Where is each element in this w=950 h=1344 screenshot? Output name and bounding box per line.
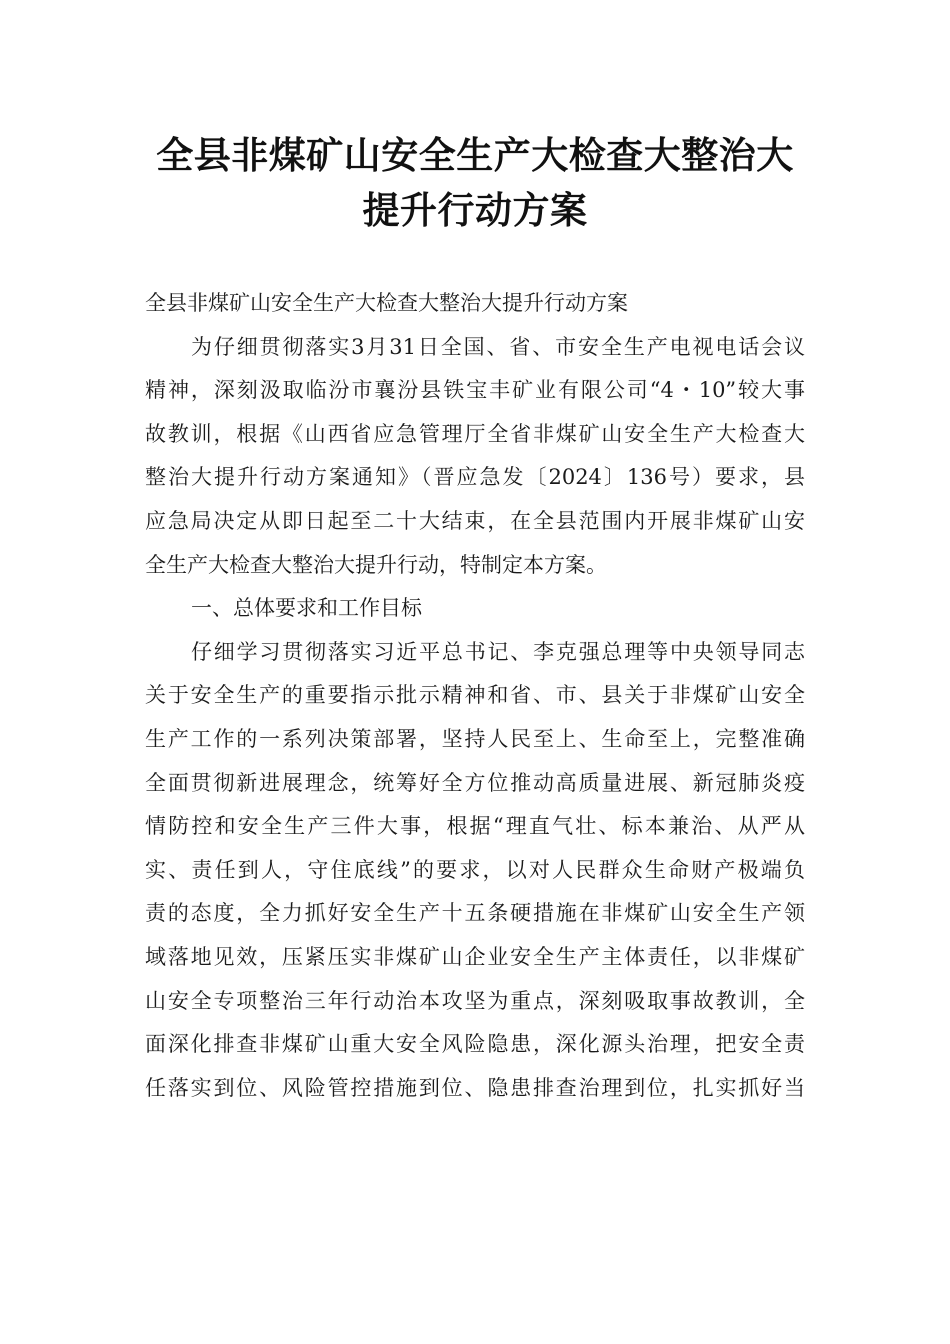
- subtitle-line: 全县非煤矿山安全生产大检查大整治大提升行动方案: [145, 291, 628, 315]
- title-line-1: 全县非煤矿山安全生产大检查大整治大: [156, 134, 794, 177]
- paragraph-2-line: 关于安全生产的重要指示批示精神和省、市、县关于非煤矿山安全: [145, 683, 805, 708]
- paragraph-2-line: 任落实到位、风险管控措施到位、隐患排查治理到位，扎实抓好当: [145, 1075, 805, 1100]
- paragraph-2-line: 域落地见效，压紧压实非煤矿山企业安全生产主体责任，以非煤矿: [145, 944, 805, 969]
- paragraph-2-line: 仔细学习贯彻落实习近平总书记、李克强总理等中央领导同志: [191, 639, 805, 664]
- paragraph-1-line: 整治大提升行动方案通知》（晋应急发〔2024〕136号）要求，县: [145, 465, 805, 490]
- paragraph-1-line: 精神，深刻汲取临汾市襄汾县铁宝丰矿业有限公司“4・10”较大事: [145, 378, 805, 403]
- paragraph-1-line: 应急局决定从即日起至二十大结束，在全县范围内开展非煤矿山安: [145, 508, 805, 533]
- paragraph-2-line: 实、责任到人，守住底线”的要求，以对人民群众生命财产极端负: [145, 857, 805, 882]
- paragraph-2-line: 面深化排查非煤矿山重大安全风险隐患，深化源头治理，把安全责: [145, 1032, 805, 1057]
- paragraph-2-line: 山安全专项整治三年行动治本攻坚为重点，深刻吸取事故教训，全: [145, 988, 805, 1013]
- section-heading: 一、总体要求和工作目标: [191, 596, 422, 621]
- document-body: [145, 282, 805, 1110]
- paragraph-1-line: 为仔细贯彻落实3月31日全国、省、市安全生产电视电话会议: [191, 334, 805, 359]
- paragraph-2-line: 责的态度，全力抓好安全生产十五条硬措施在非煤矿山安全生产领: [145, 901, 805, 926]
- paragraph-1-line: 故教训，根据《山西省应急管理厅全省非煤矿山安全生产大检查大: [145, 421, 805, 446]
- document-title: [100, 128, 850, 238]
- paragraph-1-line: 全生产大检查大整治大提升行动，特制定本方案。: [145, 552, 607, 577]
- paragraph-2-line: 全面贯彻新进展理念，统筹好全方位推动高质量进展、新冠肺炎疫: [145, 770, 805, 795]
- paragraph-2-line: 情防控和安全生产三件大事，根据“理直气壮、标本兼治、从严从: [145, 814, 805, 839]
- title-line-2: 提升行动方案: [362, 189, 588, 232]
- paragraph-2-line: 生产工作的一系列决策部署，坚持人民至上、生命至上，完整准确: [145, 726, 805, 751]
